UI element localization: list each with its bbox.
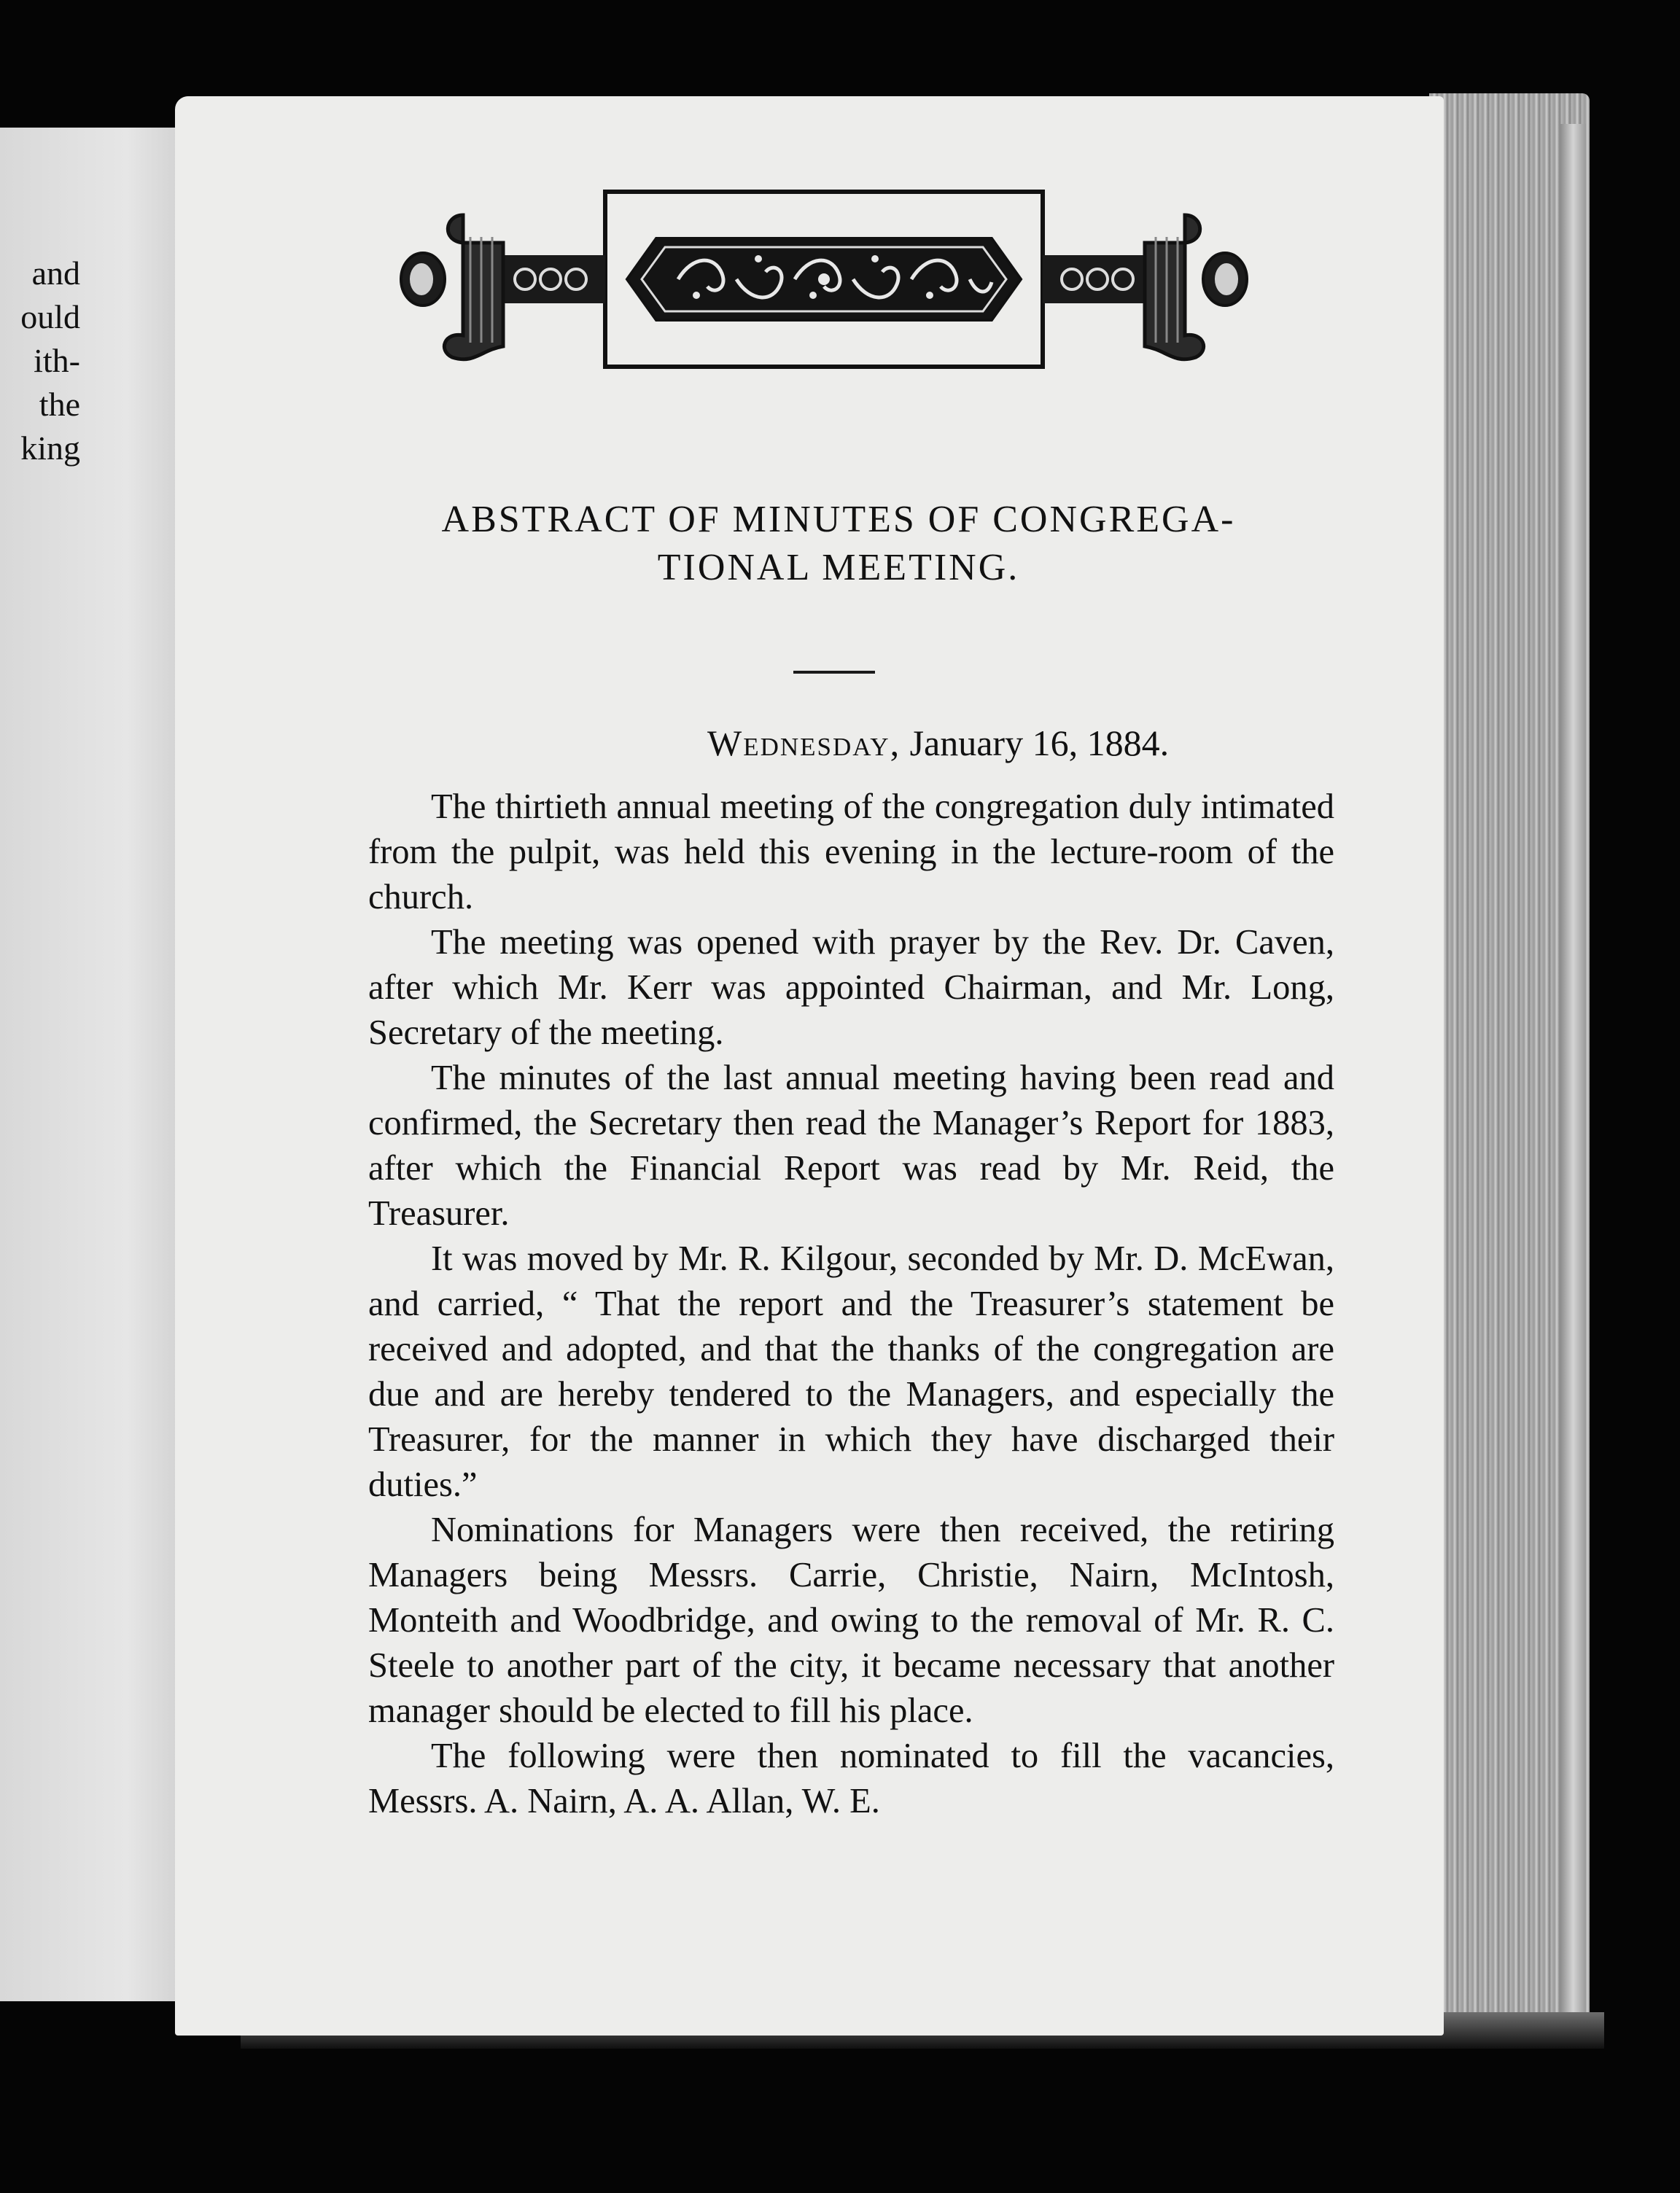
paragraph: It was moved by Mr. R. Kilgour, seconded by Mr. D. McEwan, and carried, “ That the report and the Treasurer’s statement be received and adopted, and that the thanks of the congregation are due and are hereby tendered to the Managers, and especially the Treasurer, for the manner in which they have discharged their duties.” <box>368 1239 1334 1504</box>
left-fragment: the <box>39 386 80 423</box>
page-title <box>343 496 1334 592</box>
minutes-body <box>368 784 1334 1824</box>
left-page-text-fragments <box>0 252 80 470</box>
meeting-date <box>707 722 1169 764</box>
paragraph: The meeting was opened with prayer by the Rev. Dr. Caven, after which Mr. Kerr was appointed Chairman, and Mr. Long, Secretary of the meeting. <box>368 923 1334 1052</box>
paragraph: Nominations for Managers were then received, the retiring Managers being Messrs. Carrie, Christie, Nairn, McIntosh, Monteith and Woodbridge, and owing to the removal of Mr. R. C. Steele to another part of the city, it became necessary that another manager should be elected to fill his place. <box>368 1511 1334 1730</box>
paragraph: The thirtieth annual meeting of the congregation duly intimated from the pulpit, was held this evening in the lecture-room of the church. <box>368 787 1334 916</box>
title-rule <box>793 671 875 674</box>
page-edges-outer <box>1560 124 1586 2019</box>
title-line-1: ABSTRACT OF MINUTES OF CONGREGA- <box>441 499 1236 540</box>
paragraph: The minutes of the last annual meeting having been read and confirmed, the Secretary then read the Manager’s Report for 1883, after which the Financial Report was read by Mr. Reid, the Treasurer. <box>368 1059 1334 1233</box>
left-fragment: ould <box>20 298 80 335</box>
left-fragment: ith- <box>34 342 80 379</box>
date-weekday: Wednesday, <box>707 722 901 763</box>
date-rest: January 16, 1884. <box>909 722 1170 763</box>
left-fragment: king <box>20 429 80 467</box>
title-line-2: TIONAL MEETING. <box>657 547 1020 588</box>
left-fragment: and <box>31 254 80 292</box>
paragraph: The following were then nominated to fill the vacancies, Messrs. A. Nairn, A. A. Allan, W. E. <box>368 1737 1334 1820</box>
headpiece-ornament <box>394 186 1254 375</box>
